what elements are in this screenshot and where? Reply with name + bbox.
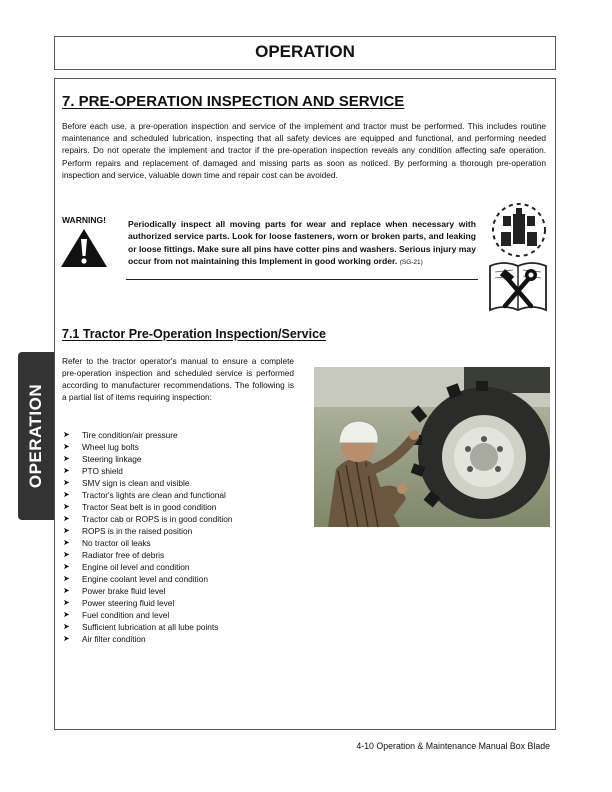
arrow-bullet-icon: ➤ [63,430,70,439]
arrow-bullet-icon: ➤ [63,574,70,583]
list-item: ➤ Air filter condition [63,634,146,644]
arrow-bullet-icon: ➤ [63,538,70,547]
list-item: ➤ Engine oil level and condition [63,562,190,572]
side-tab-label: OPERATION [26,383,45,489]
arrow-bullet-icon: ➤ [63,562,70,571]
arrow-bullet-icon: ➤ [63,598,70,607]
section-intro: Before each use, a pre-operation inspection and service of the implement and tractor must be performed. This includes routine maintenance and scheduled lubrication, inspecting that all safety devices are equipped and functional, and performing needed repairs. Do not operate the implement and tractor if the pre-operation inspection reveals any condition affecting safe operation. Perform repairs and replacement of damaged and missing parts as soon as noticed. By performing a thorough pre-operation inspection and service, valuable down time and repair cost can be avoided. [62,121,546,180]
list-item: ➤ Tire condition/air pressure [63,430,178,440]
warning-text [128,218,476,270]
page-header-title: OPERATION [255,42,355,61]
list-item: ➤ Power brake fluid level [63,586,166,596]
arrow-bullet-icon: ➤ [63,550,70,559]
list-item: ➤ Fuel condition and level [63,610,170,620]
list-item: ➤ SMV sign is clean and visible [63,478,190,488]
arrow-bullet-icon: ➤ [63,622,70,631]
side-section-tab [18,352,54,520]
arrow-bullet-icon: ➤ [63,466,70,475]
arrow-bullet-icon: ➤ [63,610,70,619]
list-item: ➤ Tractor's lights are clean and functional [63,490,226,500]
list-item: ➤ No tractor oil leaks [63,538,151,548]
warning-divider [126,279,478,280]
list-item: ➤ Wheel lug bolts [63,442,139,452]
list-item: ➤ Power steering fluid level [63,598,175,608]
arrow-bullet-icon: ➤ [63,442,70,451]
tractor-inspection-icon [489,200,549,260]
warning-code: (SG-21) [399,259,423,267]
list-item: ➤ Steering linkage [63,454,142,464]
list-item: ➤ Sufficient lubrication at all lube points [63,622,219,632]
arrow-bullet-icon: ➤ [63,478,70,487]
arrow-bullet-icon: ➤ [63,526,70,535]
inspection-checklist [62,429,233,645]
subsection-title: 7.1 Tractor Pre-Operation Inspection/Service [62,327,326,341]
arrow-bullet-icon: ➤ [63,490,70,499]
list-item: ➤ Tractor Seat belt is in good condition [63,502,217,512]
list-item: ➤ Engine coolant level and condition [63,574,208,584]
arrow-bullet-icon: ➤ [63,586,70,595]
tire-inspection-photo [314,367,550,527]
arrow-bullet-icon: ➤ [63,502,70,511]
list-item: ➤ Tractor cab or ROPS is in good condition [63,514,233,524]
page-footer: 4-10 Operation & Maintenance Manual Box Blade [356,741,550,751]
section-title: 7. PRE-OPERATION INSPECTION AND SERVICE [62,93,405,110]
arrow-bullet-icon: ➤ [63,634,70,643]
subsection-intro: Refer to the tractor operator's manual to ensure a complete pre-operation inspection and scheduled service is performed according to manufacturer recommendations. The following is a partial list of items requiring inspection: [62,356,294,402]
arrow-bullet-icon: ➤ [63,454,70,463]
list-item: ➤ PTO shield [63,466,123,476]
list-item: ➤ ROPS is in the raised position [63,526,193,536]
warning-label: WARNING! [62,215,106,225]
warning-body: Periodically inspect all moving parts for wear and replace when necessary with authorized service parts. Look for loose fasteners, worn or broken parts, and leaking or loose fittings. Make sure all pins have cotter pins and washers. Serious injury may occur from not maintaining this Implement in good working order. [128,219,476,267]
manual-tools-icon [487,258,549,314]
list-item: ➤ Radiator free of debris [63,550,165,560]
header-box [54,36,556,70]
warning-triangle-icon [60,228,108,268]
arrow-bullet-icon: ➤ [63,514,70,523]
